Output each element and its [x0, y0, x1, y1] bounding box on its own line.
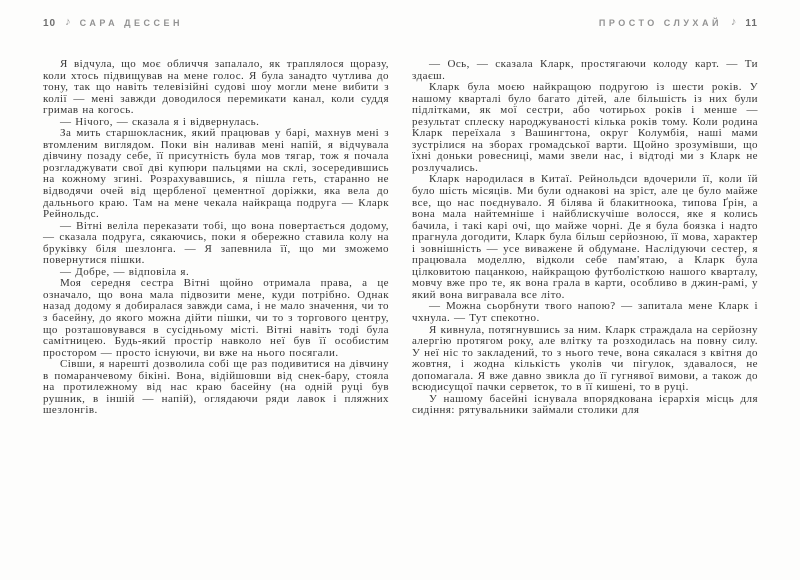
page-right [400, 0, 800, 580]
paragraph: Сівши, я нарешті дозволила собі ще раз подивитися на дівчину в помаранчевому бікіні. Вона, відійшовши від снек-бару, стояла на протилежному від нас краю басейну (на одній руці був рушник, в іншій — напій), оглядаючи ряди лавок і пляжних шезлонгів. [43, 358, 389, 417]
music-note-icon: ♪ [730, 16, 737, 28]
running-title-author: САРА ДЕССЕН [79, 18, 184, 28]
running-header-right [412, 16, 758, 30]
paragraph: — Ось, — сказала Кларк, простягаючи колоду карт. — Ти здаєш. [412, 58, 758, 82]
paragraph: — Добре, — відповіла я. [60, 265, 190, 278]
running-title-book: ПРОСТО СЛУХАЙ [598, 18, 722, 28]
page-number-left: 10 [43, 17, 57, 29]
page-number-right: 11 [745, 17, 758, 29]
paragraph: — Нічого, — сказала я і відвернулась. [60, 115, 260, 128]
running-header-left [43, 16, 389, 30]
paragraph: — Вітні веліла переказати тобі, що вона повертається додому, — сказала подруга, сякаючись, поки я обережно ставила колу на бруківку біля шезлонга. — Я запевнила її, що ми зможемо повернутися пішки. [43, 219, 389, 267]
paragraph: За мить старшокласник, який працював у барі, махнув мені з втомленим виглядом. Поки він наливав мені напій, я відчувала дівчину позаду себе, її присутність була мов тягар, тож я почала розгладжувати свої дві купюри пальцями на склі, зосередившись на кожному згині. Розрахувавшись, я пішла геть, старанно не відводячи очей від щербленої цементної доріжки, яка вела до дальнього краю. Там на мене чекала найкраща подруга — Кларк Рейнольдс. [43, 127, 389, 221]
paragraph: Я кивнула, потягнувшись за ним. Кларк страждала на серйозну алергію протягом року, але влітку та розходилась на повну силу. У неї ніс то закладений, то з нього тече, вона сякалася з квітня до жовтня, і жодна кількість уколів чи пігулок, здавалося, не допомагала. Я вже давно звикла до її гугнявої вимови, а також до всюдисущої пачки серветок, то в її кишені, то в руці. [412, 323, 758, 394]
page-text-left [43, 59, 389, 417]
paragraph: — Можна сьорбнути твого напою? — запитала мене Кларк і чхнула. — Тут спекотно. [412, 300, 758, 325]
paragraph: Кларк народилася в Китаї. Рейнольдси вдочерили її, коли їй було шість місяців. Ми були однакові на зріст, але це було майже все, що нас поєднувало. Я білява й блакитноока, типова Ґрін, а вона мала найтемніше і найблискучіше волосся, яке я колись бачила, і такі карі очі, що майже чорні. Де я була боязка і надто прагнула догодити, Кларк була більш серйозною, її мова, характер і зовнішність — усе виважене й обдумане. Наслідуючи сестер, я працювала моделлю, відколи себе пам'ятаю, а Кларк була цілковитою пацанкою, найкращою футболісткою нашого кварталу, мовчу вже про те, як вона грала в карти, особливо в джин-рамі, у який вона вигравала все літо. [412, 173, 758, 301]
paragraph: У нашому басейні існувала впорядкована ієрархія місць для сидіння: рятувальники займали столики для [412, 392, 758, 417]
music-note-icon: ♪ [65, 16, 71, 28]
paragraph: Я відчула, що моє обличчя запалало, як траплялося щоразу, коли хтось підвищував на мене голос. Я була занадто чутлива до тону, так що навіть телевізійні судові шоу могли мене вибити з колії — мені завжди доводилося перемикати канал, коли суддя гримав на когось. [43, 58, 389, 117]
page-text-right [412, 59, 758, 417]
paragraph: Кларк була моєю найкращою подругою із шести років. У нашому кварталі було багато дітей, але більшість із них були підлітками, як мої сестри, або чотирьох років і менше — результат сплеску народжуваності кілька років тому. Коли родина Кларк переїхала з Вашингтона, округ Колумбія, наші мами зустрілися на зборах громадської варти. Щойно зрозумівши, що їхні доньки ровесниці, мами звели нас, і відтоді ми з Кларк не розлучались. [412, 81, 758, 174]
paragraph: Моя середня сестра Вітні щойно отримала права, а це означало, що вона мала підвозити мене, куди потрібно. Однак назад додому я добиралася завжди сама, і не мало значення, чи то з басейну, до якого можна дійти пішки, чи то з торгового центру, що розташовувався в сусідньому місті. Вітні навіть тоді була самітницею. Будь-який простір навколо неї був її особистим простором — просто існуючи, ви вже на нього посягали. [43, 277, 389, 359]
